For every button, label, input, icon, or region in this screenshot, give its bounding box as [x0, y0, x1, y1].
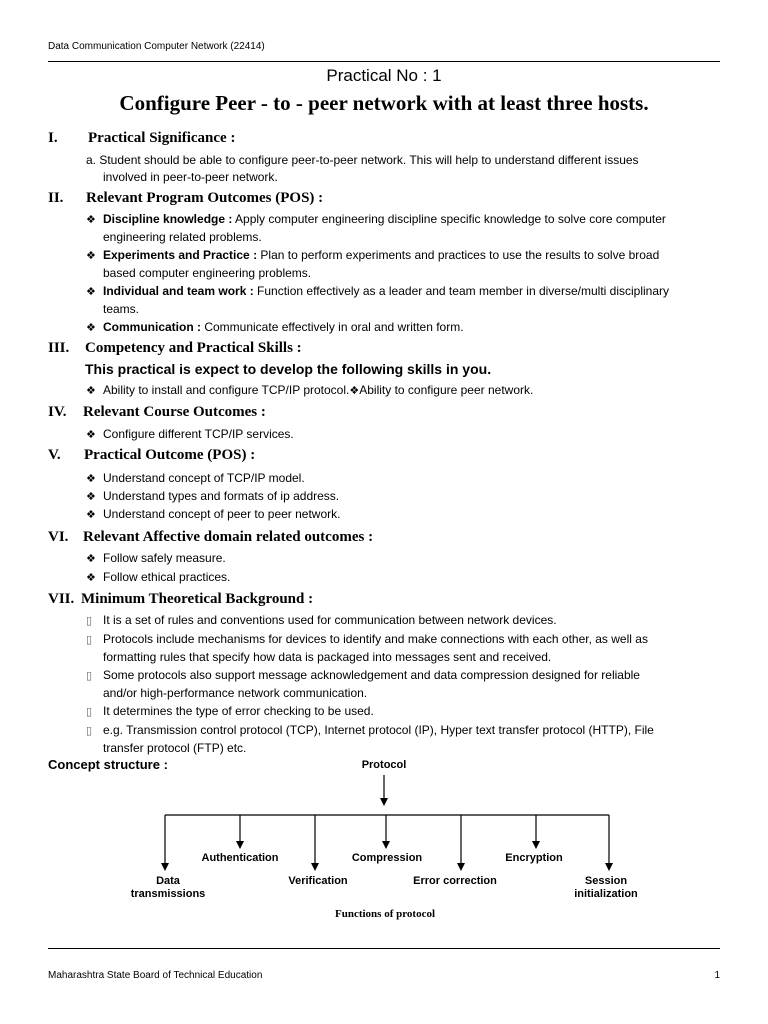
missing-glyph-bullet: ▯ — [86, 706, 93, 718]
skill-item: Ability to install and configure TCP/IP protocol.❖Ability to configure peer network. — [103, 383, 534, 397]
pos-item: Individual and team work : Function effectively as a leader and team member in diverse/multi disciplinary — [103, 284, 670, 298]
bullet-icon: ❖ — [86, 429, 96, 441]
affective-item: Follow safely measure. — [103, 551, 226, 565]
theory-line-cont: formatting rules that specify how data is packaged into messages sent and received. — [103, 650, 552, 664]
node-protocol: Protocol — [361, 759, 407, 771]
node-verification: Verification — [288, 875, 348, 887]
practical-outcome-item: Understand concept of TCP/IP model. — [103, 471, 305, 485]
section-heading-3: III. Competency and Practical Skills : — [48, 340, 302, 356]
pos-item-cont: engineering related problems. — [103, 230, 262, 244]
diagram-caption: Functions of protocol — [334, 908, 436, 920]
node-error-correction: Error correction — [413, 875, 497, 887]
bullet-icon: ❖ — [86, 322, 96, 334]
theory-line: It determines the type of error checking to be used. — [103, 704, 374, 718]
bullet-icon: ❖ — [86, 553, 96, 565]
bullet-icon: ❖ — [86, 473, 96, 485]
theory-line-cont: transfer protocol (FTP) etc. — [103, 741, 247, 755]
pos-item: Communication : Communicate effectively in oral and written form. — [103, 320, 464, 334]
pos-item: Experiments and Practice : Plan to perform experiments and practices to use the results to solve broad — [103, 248, 660, 262]
missing-glyph-bullet: ▯ — [86, 725, 93, 737]
pos-item: Discipline knowledge : Apply computer engineering discipline specific knowledge to solve core computer — [103, 212, 666, 226]
bullet-icon: ❖ — [86, 572, 96, 584]
bullet-icon: ❖ — [86, 385, 96, 397]
section-heading-7: VII. Minimum Theoretical Background : — [48, 591, 314, 607]
section-heading-4: IV. Relevant Course Outcomes : — [48, 404, 266, 420]
section-1-text-cont: involved in peer-to-peer network. — [103, 170, 278, 184]
bullet-icon: ❖ — [86, 509, 96, 521]
theory-line: It is a set of rules and conventions used for communication between network devices. — [103, 613, 557, 627]
theory-line-cont: and/or high-performance network communication. — [103, 686, 368, 700]
section-heading-2: II. Relevant Program Outcomes (POS) : — [48, 190, 324, 206]
theory-line: e.g. Transmission control protocol (TCP), Internet protocol (IP), Hyper text transfer protocol (HTTP), File — [103, 723, 654, 737]
practical-number: Practical No : 1 — [326, 66, 442, 85]
pos-item-cont: teams. — [103, 302, 140, 316]
section-1-text: a. Student should be able to configure peer-to-peer network. This will help to understand different issues — [86, 153, 639, 167]
bullet-icon: ❖ — [86, 286, 96, 298]
concept-structure-label: Concept structure : — [48, 757, 168, 772]
section-heading-1: I. Practical Significance : — [48, 130, 236, 146]
section-heading-6: VI. Relevant Affective domain related outcomes : — [48, 529, 374, 545]
bullet-icon: ❖ — [86, 491, 96, 503]
node-authentication: Authentication — [201, 852, 279, 864]
page-title: Configure Peer - to - peer network with at least three hosts. — [119, 91, 649, 115]
running-header: Data Communication Computer Network (22414) — [48, 41, 265, 52]
course-outcome-item: Configure different TCP/IP services. — [103, 427, 294, 441]
node-data-transmissions: Data transmissions — [130, 875, 206, 900]
theory-line: Some protocols also support message acknowledgement and data compression designed for reliable — [103, 668, 640, 682]
practical-outcome-item: Understand concept of peer to peer network. — [103, 507, 341, 521]
missing-glyph-bullet: ▯ — [86, 634, 93, 646]
section-3-subtitle: This practical is expect to develop the following skills in you. — [85, 361, 492, 377]
bullet-icon: ❖ — [86, 214, 96, 226]
bullet-icon: ❖ — [86, 250, 96, 262]
node-session-initialization: Session initialization — [574, 875, 638, 900]
footer-rule — [48, 948, 720, 949]
section-heading-5: V. Practical Outcome (POS) : — [48, 447, 256, 463]
theory-line: Protocols include mechanisms for devices to identify and make connections with each other, as well as — [103, 632, 648, 646]
node-compression: Compression — [351, 852, 423, 864]
practical-outcome-item: Understand types and formats of ip address. — [103, 489, 340, 503]
affective-item: Follow ethical practices. — [103, 570, 231, 584]
missing-glyph-bullet: ▯ — [86, 670, 93, 682]
node-encryption: Encryption — [505, 852, 563, 864]
missing-glyph-bullet: ▯ — [86, 615, 93, 627]
pos-item-cont: based computer engineering problems. — [103, 266, 312, 280]
page-number: 1 — [714, 970, 720, 981]
footer-board: Maharashtra State Board of Technical Education — [48, 970, 263, 981]
